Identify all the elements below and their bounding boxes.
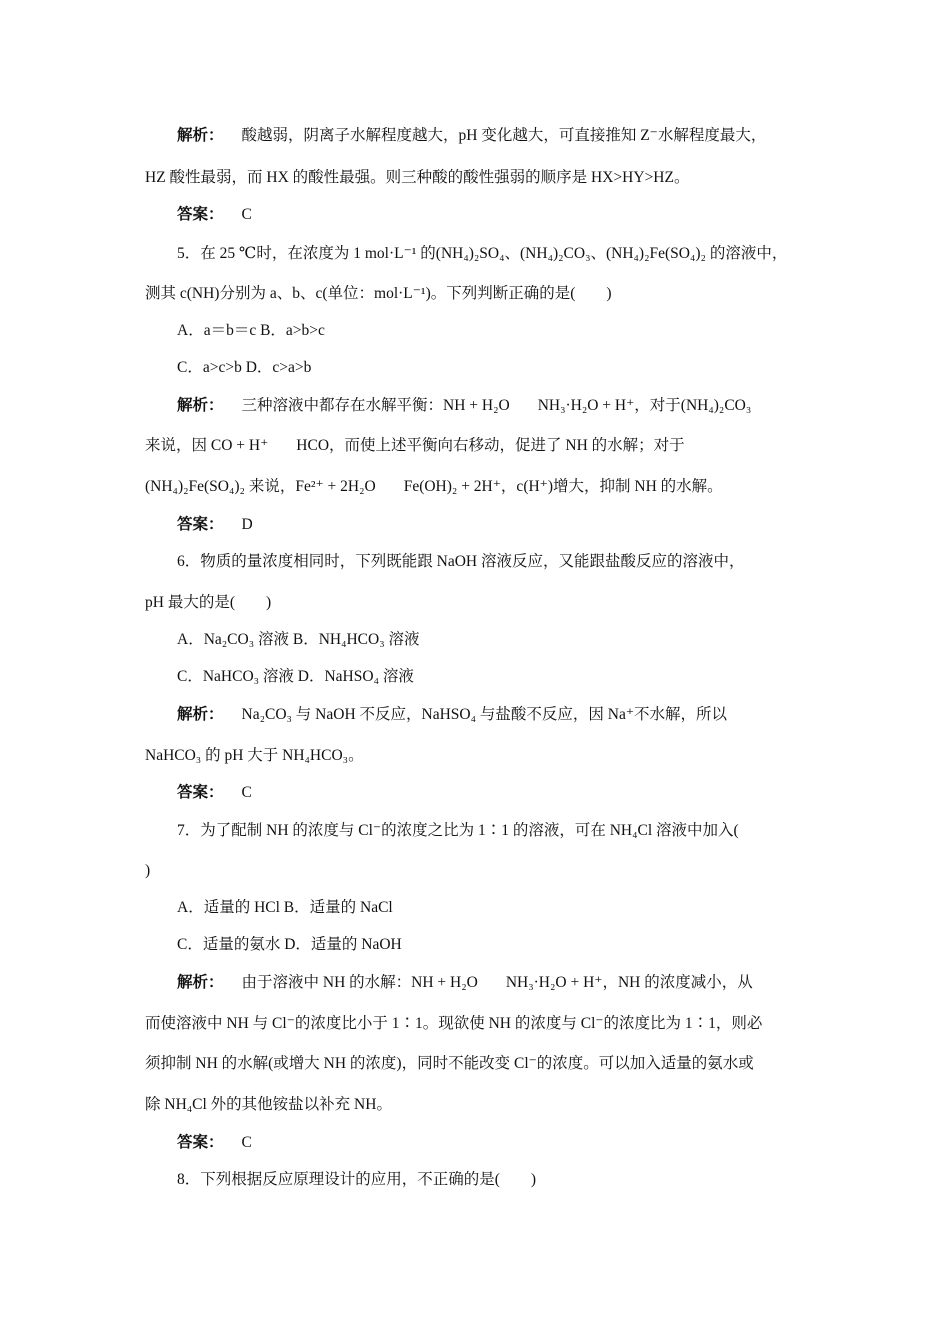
q6-options-line-1: A．Na₂CO₃ 溶液 B．NH₄HCO₃ 溶液 [177, 631, 420, 648]
q6-answer [177, 783, 252, 803]
q5-options-line-2: C．a>c>b D．c>a>b [177, 359, 312, 376]
analysis-label: 解析： [177, 706, 224, 723]
q7-analysis-line-2: 而使溶液中 NH 与 Cl⁻的浓度比小于 1∶1。现欲使 NH 的浓度与 Cl⁻的浓度比为 1∶1，则必 [145, 1015, 763, 1032]
q4-answer [177, 205, 252, 225]
q7-analysis-text: NH₃·H₂O + H⁺，NH 的浓度减小，从 [505, 974, 753, 991]
analysis-label: 解析： [177, 974, 224, 991]
q5-options-line-1: A．a＝b＝c B．a>b>c [177, 322, 325, 339]
q8-stem-line-1: 8．下列根据反应原理设计的应用，不正确的是( ) [177, 1171, 537, 1188]
q4-answer-value: C [241, 206, 252, 223]
q5-answer [177, 515, 253, 535]
q5-analysis-text: Fe(OH)₂ + 2H⁺，c(H⁺)增大，抑制 NH 的水解。 [403, 478, 723, 495]
q5-analysis-text: 来说，因 CO + H⁺ [145, 437, 269, 454]
q6-answer-value: C [241, 784, 252, 801]
q4-analysis-line-2: HZ 酸性最弱，而 HX 的酸性最强。则三种酸的酸性强弱的顺序是 HX>HY>HZ。 [145, 169, 690, 186]
q4-analysis-text: 酸越弱，阴离子水解程度越大，pH 变化越大，可直接推知 Z⁻水解程度最大， [241, 127, 767, 144]
q5-analysis-text: 三种溶液中都存在水解平衡：NH + H₂O [241, 397, 510, 414]
q7-options-line-2: C．适量的氨水 D．适量的 NaOH [177, 936, 402, 953]
answer-label: 答案： [177, 516, 224, 533]
q6-options-line-2: C．NaHCO₃ 溶液 D．NaHSO₄ 溶液 [177, 668, 414, 685]
q7-stem-line-1: 7．为了配制 NH 的浓度与 Cl⁻的浓度之比为 1∶1 的溶液，可在 NH₄Cl 溶液中加入( [177, 822, 739, 839]
q5-answer-value: D [241, 516, 253, 533]
q4-analysis-line-1 [177, 126, 766, 146]
q7-analysis-line-4: 除 NH₄Cl 外的其他铵盐以补充 NH。 [145, 1096, 392, 1113]
q7-answer-value: C [241, 1134, 252, 1151]
q7-analysis-line-1 [177, 973, 753, 993]
q6-analysis-text: Na₂CO₃ 与 NaOH 不反应，NaHSO₄ 与盐酸不反应，因 Na⁺不水解，所以 [241, 706, 728, 723]
answer-label: 答案： [177, 784, 224, 801]
q5-analysis-text: HCO，而使上述平衡向右移动，促进了 NH 的水解；对于 [296, 437, 685, 454]
q7-analysis-text: 由于溶液中 NH 的水解：NH + H₂O [241, 974, 478, 991]
answer-label: 答案： [177, 206, 224, 223]
answer-label: 答案： [177, 1134, 224, 1151]
q5-analysis-line-1 [177, 396, 751, 416]
q7-options-line-1: A．适量的 HCl B．适量的 NaCl [177, 899, 393, 916]
q6-analysis-line-1 [177, 705, 727, 725]
q7-answer [177, 1133, 252, 1153]
q5-analysis-text: (NH₄)₂Fe(SO₄)₂ 来说，Fe²⁺ + 2H₂O [145, 478, 376, 495]
q6-stem-line-1: 6．物质的量浓度相同时，下列既能跟 NaOH 溶液反应，又能跟盐酸反应的溶液中， [177, 553, 745, 570]
q5-analysis-line-2 [145, 436, 685, 456]
q7-analysis-line-3: 须抑制 NH 的水解(或增大 NH 的浓度)，同时不能改变 Cl⁻的浓度。可以加入适量的氨水或 [145, 1055, 754, 1072]
q5-stem-line-2: 测其 c(NH)分别为 a、b、c(单位：mol·L⁻¹)。下列判断正确的是( ) [145, 285, 612, 302]
q5-analysis-line-3 [145, 477, 723, 497]
analysis-label: 解析： [177, 127, 224, 144]
analysis-label: 解析： [177, 397, 224, 414]
q5-analysis-text: NH₃·H₂O + H⁺，对于(NH₄)₂CO₃ [537, 397, 752, 414]
q7-stem-line-2: ) [145, 862, 151, 879]
q6-stem-line-2: pH 最大的是( ) [145, 594, 272, 611]
q6-analysis-line-2: NaHCO₃ 的 pH 大于 NH₄HCO₃。 [145, 747, 364, 764]
q5-stem-line-1: 5．在 25 ℃时，在浓度为 1 mol·L⁻¹ 的(NH₄)₂SO₄、(NH₄)₂CO₃、(NH₄)₂Fe(SO₄)₂ 的溶液中， [177, 245, 788, 262]
